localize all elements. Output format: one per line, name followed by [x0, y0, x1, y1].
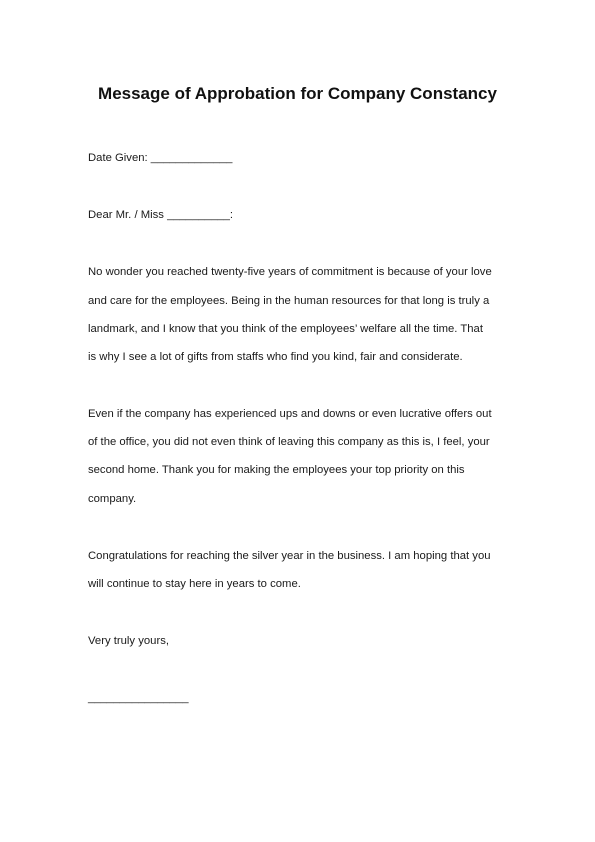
paragraph-line: is why I see a lot of gifts from staffs who find you kind, fair and considerate. — [88, 351, 463, 363]
paragraph-line: Congratulations for reaching the silver year in the business. I am hoping that you — [88, 550, 491, 562]
letter-title: Message of Approbation for Company Constancy — [98, 84, 497, 103]
salutation: Dear Mr. / Miss __________: — [88, 209, 234, 221]
paragraph-line: of the office, you did not even think of leaving this company as this is, I feel, your — [88, 436, 490, 448]
paragraph-line: Even if the company has experienced ups and downs or even lucrative offers out — [88, 408, 492, 420]
date-given-line: Date Given: _____________ — [88, 152, 233, 164]
paragraph-line: and care for the employees. Being in the human resources for that long is truly a — [88, 295, 490, 307]
paragraph-line: second home. Thank you for making the employees your top priority on this — [88, 464, 465, 476]
paragraph-line: landmark, and I know that you think of the employees’ welfare all the time. That — [88, 323, 483, 335]
paragraph-line: No wonder you reached twenty-five years of commitment is because of your love — [88, 266, 492, 278]
paragraph-line: will continue to stay here in years to come. — [88, 578, 301, 590]
signature-line: ________________ — [88, 692, 189, 704]
closing: Very truly yours, — [88, 635, 169, 647]
paragraph-line: company. — [88, 493, 137, 505]
